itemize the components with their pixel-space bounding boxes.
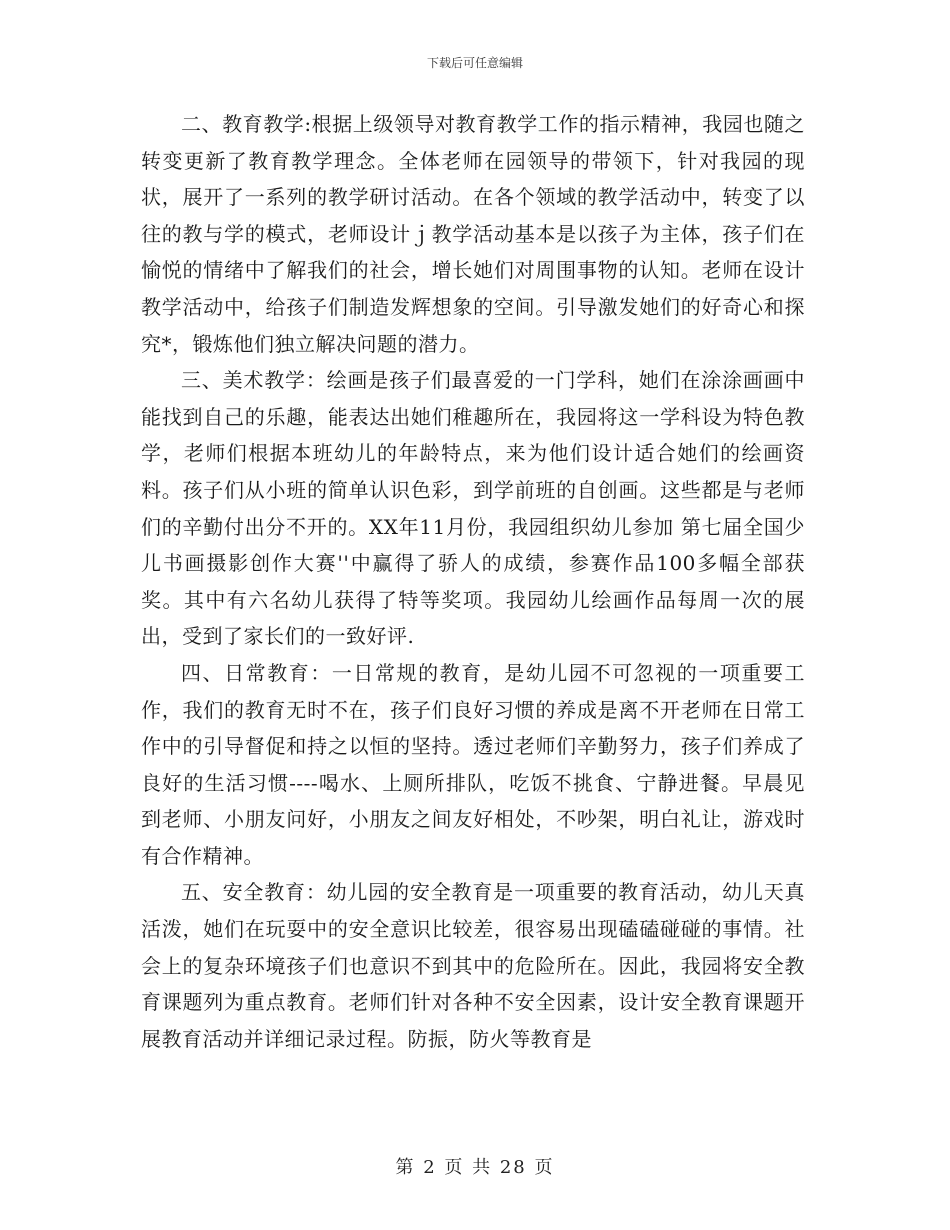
- page-number-footer: 第 2 页 共 28 页: [395, 1157, 555, 1178]
- paragraph-education-teaching: 二、教育教学:根据上级领导对教育教学工作的指示精神，我园也随之转变更新了教育教学理念。全体老师在园领导的带领下，针对我园的现状，展开了一系列的教学研讨活动。在各个领域的教学活动中，转变了以往的教与学的模式，老师设计ｊ教学活动基本是以孩子为主体，孩子们在愉悦的情绪中了解我们的社会，增长她们对周围事物的认知。老师在设计教学活动中，给孩子们制造发辉想象的空间。引导激发她们的好奇心和探究*，锻炼他们独立解决问题的潜力。: [141, 112, 805, 356]
- paragraph-art-teaching: 三、美术教学：绘画是孩子们最喜爱的一门学科，她们在涂涂画画中能找到自己的乐趣，能表达出她们稚趣所在，我园将这一学科设为特色教学，老师们根据本班幼儿的年龄特点，来为他们设计适合她们的绘画资料。孩子们从小班的简单认识色彩，到学前班的自创画。这些都是与老师们的辛勤付出分不开的。XX年11月份，我园组织幼儿参加 第七届全国少儿书画摄影创作大赛''中赢得了骄人的成绩，参赛作品100多幅全部获奖。其中有六名幼儿获得了特等奖项。我园幼儿绘画作品每周一次的展出，受到了家长们的一致好评.: [141, 368, 805, 649]
- paragraph-safety-education: 五、安全教育：幼儿园的安全教育是一项重要的教育活动，幼儿天真活泼，她们在玩耍中的安全意识比较差，很容易出现磕磕碰碰的事情。社会上的复杂环境孩子们也意识不到其中的危险所在。因此，我园将安全教育课题列为重点教育。老师们针对各种不安全因素，设计安全教育课题开展教育活动并详细记录过程。防振，防火等教育是: [141, 880, 805, 1051]
- document-body: [141, 106, 805, 1057]
- page-header: 下载后可任意编辑: [426, 56, 523, 70]
- paragraph-daily-education: 四、日常教育：一日常规的教育，是幼儿园不可忽视的一项重要工作，我们的教育无时不在，孩子们良好习惯的养成是离不开老师在日常工作中的引导督促和持之以恒的坚持。透过老师们辛勤努力，孩子们养成了良好的生活习惯----喝水、上厕所排队，吃饭不挑食、宁静进餐。早晨见到老师、小朋友问好，小朋友之间友好相处，不吵架，明白礼让，游戏时有合作精神。: [141, 660, 805, 868]
